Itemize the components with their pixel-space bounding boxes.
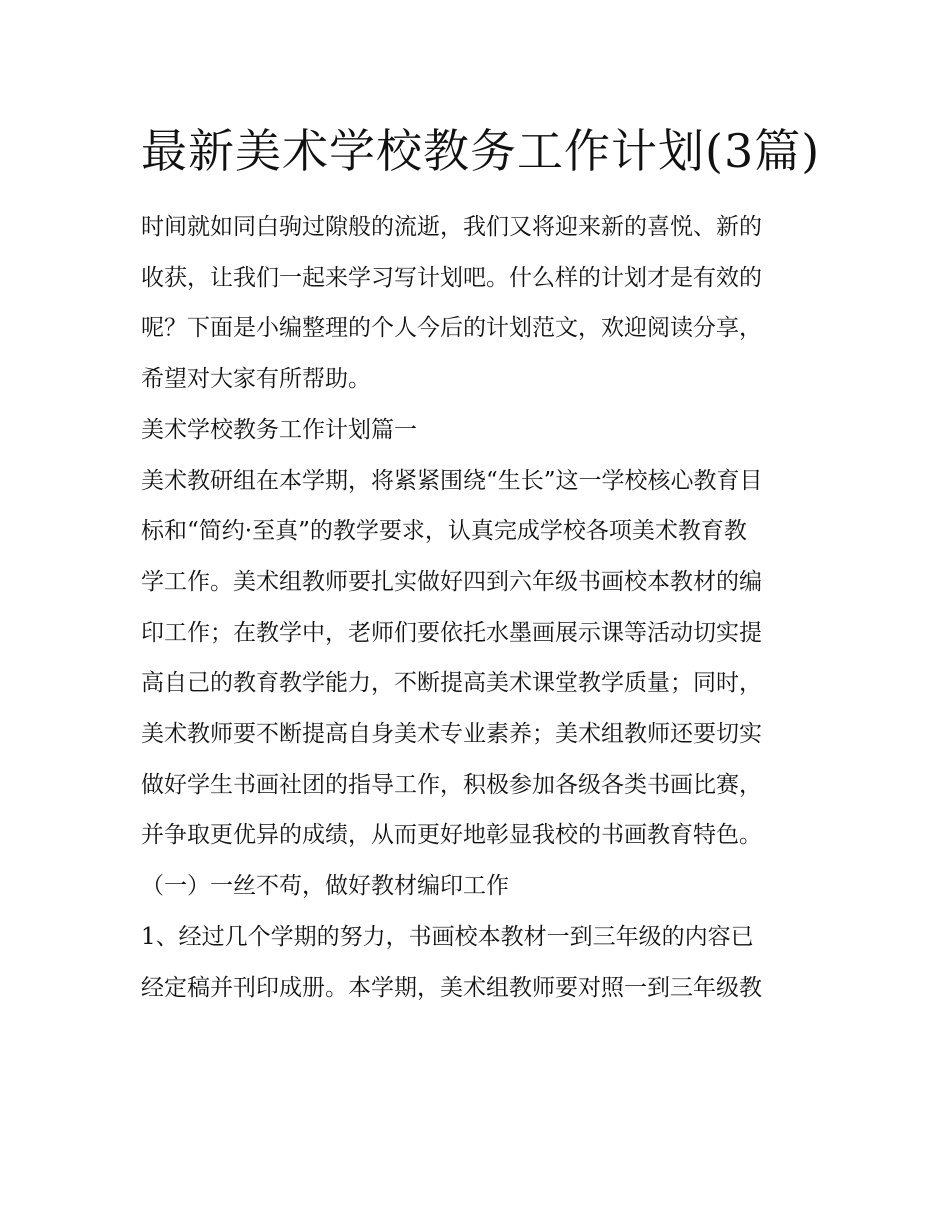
body-line-1: 美术教研组在本学期，将紧紧围绕“生长”这一学校核心教育目 <box>141 467 763 494</box>
intro-line-4: 希望对大家有所帮助。 <box>141 366 371 393</box>
list-item-1-line-2: 经定稿并刊印成册。本学期，美术组教师要对照一到三年级教 <box>141 974 762 1001</box>
body-line-6: 美术教师要不断提高自身美术专业素养；美术组教师还要切实 <box>141 721 762 748</box>
document-title: 最新美术学校教务工作计划(3篇) <box>141 124 821 178</box>
intro-line-3: 呢？下面是小编整理的个人今后的计划范文，欢迎阅读分享， <box>141 315 762 342</box>
body-line-8: 并争取更优异的成绩，从而更好地彰显我校的书画教育特色。 <box>141 822 762 849</box>
intro-line-1: 时间就如同白驹过隙般的流逝，我们又将迎来新的喜悦、新的 <box>141 214 762 240</box>
body-line-5: 高自己的教育教学能力，不断提高美术课堂教学质量；同时， <box>141 670 762 697</box>
list-item-1-line-1: 1、经过几个学期的努力，书画校本教材一到三年级的内容已 <box>141 923 754 950</box>
intro-line-2: 收获，让我们一起来学习写计划吧。什么样的计划才是有效的 <box>141 264 762 291</box>
subsection-heading: （一）一丝不苟，做好教材编印工作 <box>141 873 509 900</box>
body-line-3: 学工作。美术组教师要扎实做好四到六年级书画校本教材的编 <box>141 568 762 595</box>
body-line-2: 标和“简约·至真”的教学要求，认真完成学校各项美术教育教 <box>141 518 747 545</box>
body-line-4: 印工作；在教学中，老师们要依托水墨画展示课等活动切实提 <box>141 619 762 646</box>
section-heading: 美术学校教务工作计划篇一 <box>141 416 417 443</box>
document-body <box>141 112 821 1013</box>
body-line-7: 做好学生书画社团的指导工作，积极参加各级各类书画比赛， <box>141 771 762 798</box>
